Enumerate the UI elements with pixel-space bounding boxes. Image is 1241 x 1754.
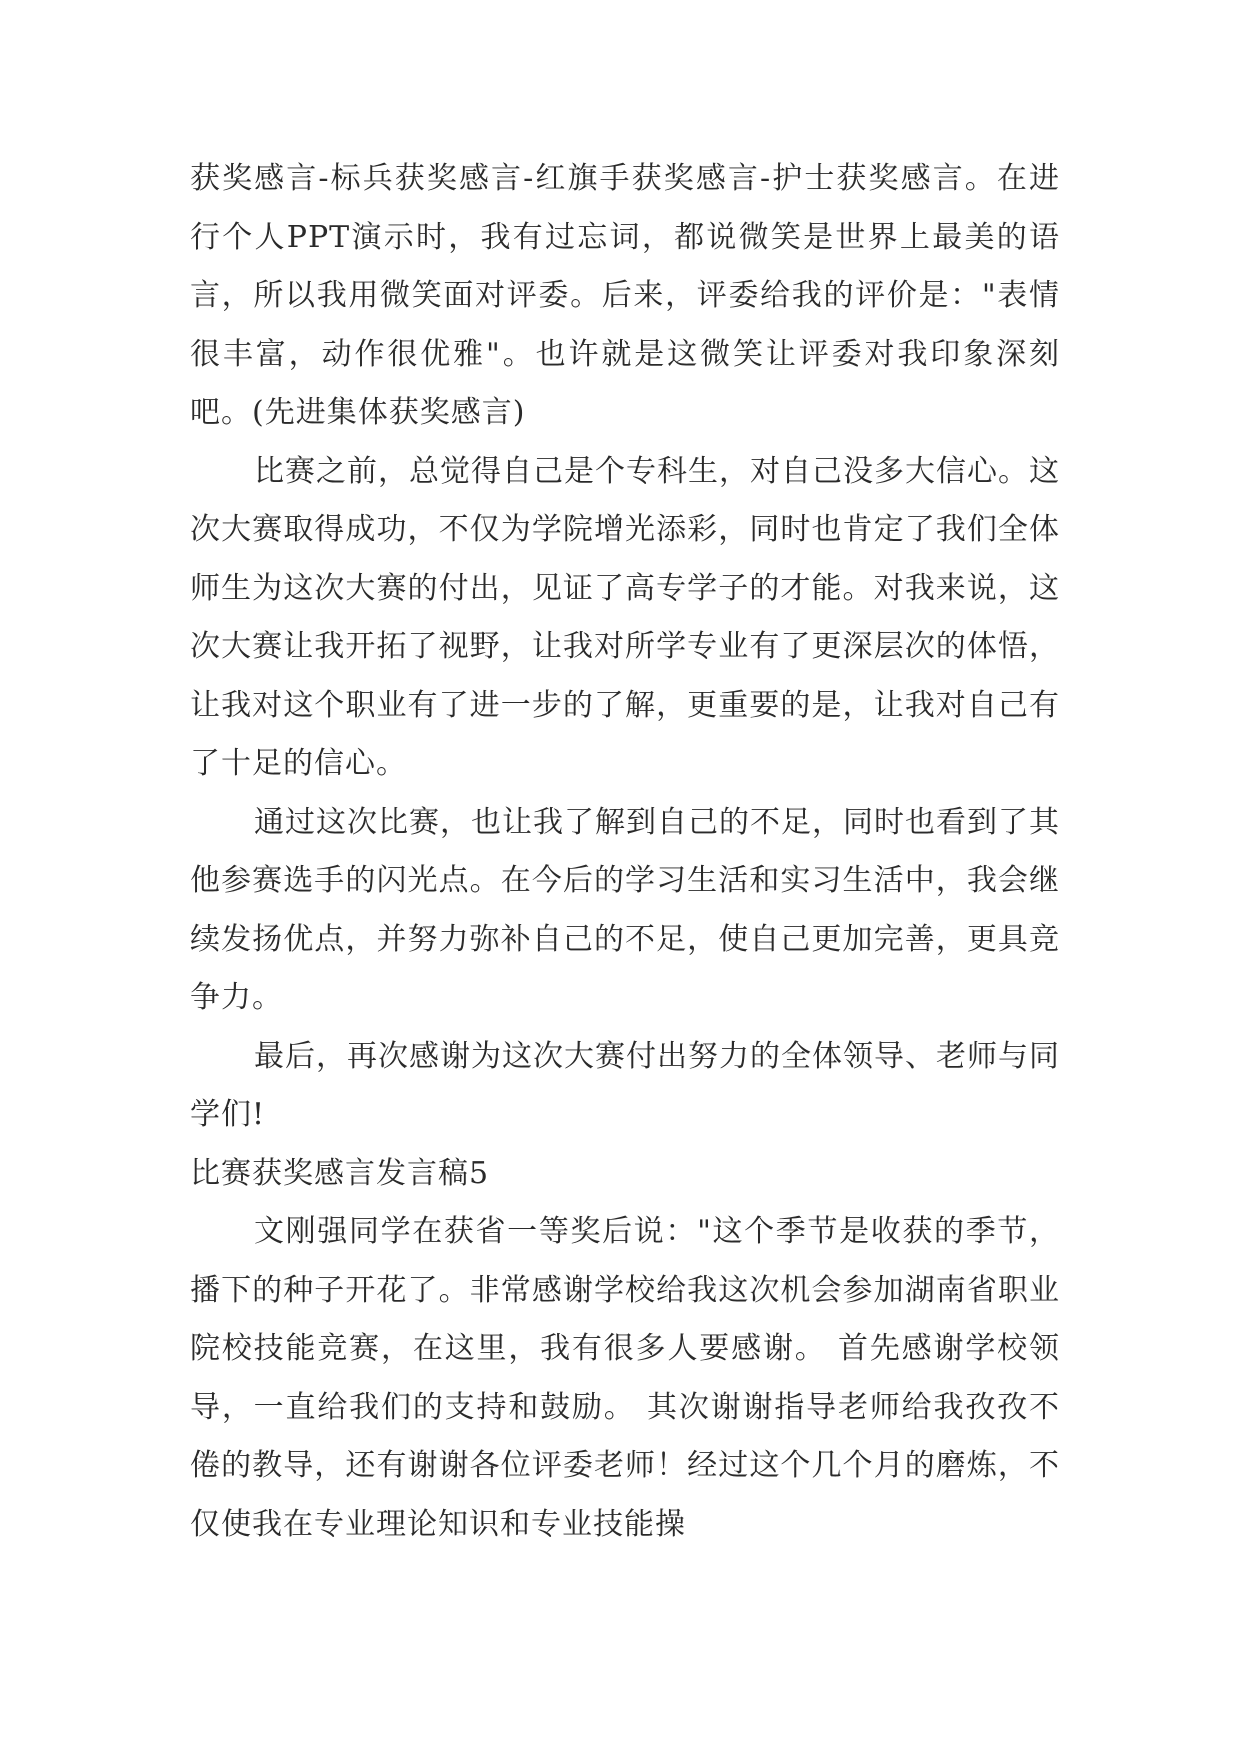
section-heading: 比赛获奖感言发言稿5 — [190, 1155, 490, 1191]
paragraph-continuation: 获奖感言-标兵获奖感言-红旗手获奖感言-护士获奖感言。在进行个人PPT演示时，我有过忘词，都说微笑是世界上最美的语言，所以我用微笑面对评委。后来，评委给我的评价是："表情很丰富，动作很优雅"。也许就是这微笑让评委对我印象深刻吧。(先进集体获奖感言) — [190, 161, 1060, 430]
paragraph: 最后，再次感谢为这次大赛付出努力的全体领导、老师与同学们! — [190, 1038, 1060, 1132]
paragraph: 文刚强同学在获省一等奖后说："这个季节是收获的季节，播下的种子开花了。非常感谢学校给我这次机会参加湖南省职业院校技能竞赛，在这里，我有很多人要感谢。 首先感谢学校领导，一直给我们的支持和鼓励。 其次谢谢指导老师给我孜孜不倦的教导，还有谢谢各位评委老师！经过这个几个月的磨炼，不仅使我在专业理论知识和专业技能操 — [190, 1214, 1060, 1542]
paragraph: 比赛之前，总觉得自己是个专科生，对自己没多大信心。这次大赛取得成功，不仅为学院增光添彩，同时也肯定了我们全体师生为这次大赛的付出，见证了高专学子的才能。对我来说，这次大赛让我开拓了视野，让我对所学专业有了更深层次的体悟，让我对这个职业有了进一步的了解，更重要的是，让我对自己有了十足的信心。 — [190, 453, 1060, 781]
paragraph: 通过这次比赛，也让我了解到自己的不足，同时也看到了其他参赛选手的闪光点。在今后的学习生活和实习生活中，我会继续发扬优点，并努力弥补自己的不足，使自己更加完善，更具竞争力。 — [190, 804, 1060, 1015]
document-body — [190, 150, 1060, 1554]
